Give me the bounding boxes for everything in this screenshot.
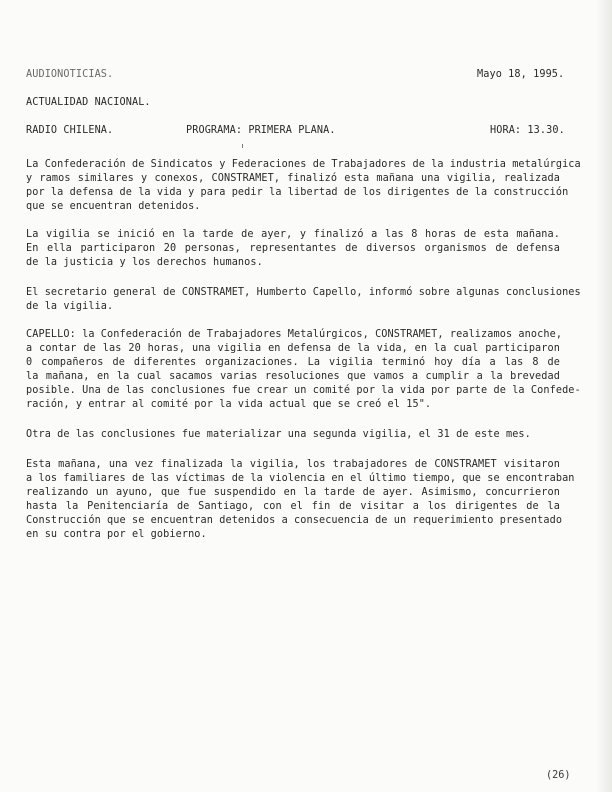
paragraph-4-line: la mañana, en la cual sacamos varias resoluciones que vamos a cumplir a la brevedad — [26, 371, 560, 382]
section-label: ACTUALIDAD NACIONAL. — [26, 97, 151, 108]
paragraph-1-line: y ramos similares y conexos, CONSTRAMET, finalizó esta mañana una vigilia, realizada — [26, 173, 560, 184]
paragraph-4-line: ración, y entrar al comité por la vida actual que se creó el 15". — [26, 399, 432, 410]
paragraph-6-line: hasta la Penitenciaría de Santiago, con el fin de visitar a los dirigentes de la — [26, 501, 560, 512]
paragraph-6-line: Esta mañana, una vez finalizada la vigilia, los trabajadores de CONSTRAMET visitaron — [26, 459, 560, 470]
paragraph-2-line: de la justicia y los derechos humanos. — [26, 257, 263, 268]
paragraph-4-line: 0 compañeros de diferentes organizaciones. La vigilia terminó hoy día a las 8 de — [26, 357, 560, 368]
source-label: AUDIONOTICIAS. — [26, 69, 114, 80]
program-label: PROGRAMA: PRIMERA PLANA. — [186, 125, 336, 136]
paragraph-6-line: realizando un ayuno, que fue suspendido en la tarde de ayer. Asimismo, concurrieron — [26, 487, 560, 498]
date-label: Mayo 18, 1995. — [477, 69, 565, 80]
station-label: RADIO CHILENA. — [26, 125, 114, 136]
paragraph-3-line: El secretario general de CONSTRAMET, Humberto Capello, informó sobre algunas conclusiones — [26, 287, 581, 298]
paragraph-6-line: a los familiares de las víctimas de la violencia en el último tiempo, que se encontraban — [26, 473, 575, 484]
paragraph-4-line: posible. Una de las conclusiones fue crear un comité por la vida por parte de la Confede- — [26, 385, 581, 396]
paragraph-3-line: de la vigilia. — [26, 301, 114, 312]
paragraph-4-line: CAPELLO: la Confederación de Trabajadores Metalúrgicos, CONSTRAMET, realizamos anoche, — [26, 329, 563, 340]
paragraph-1-line: La Confederación de Sindicatos y Federaciones de Trabajadores de la industria metalúrgica — [26, 159, 581, 170]
paragraph-2-line: En ella participaron 20 personas, representantes de diversos organismos de defensa — [26, 243, 560, 254]
paragraph-6-line: Construcción que se encuentran detenidos a consecuencia de un requerimiento presentado — [26, 515, 563, 526]
time-label: HORA: 13.30. — [490, 125, 565, 136]
paragraph-2-line: La vigilia se inició en la tarde de ayer, y finalizó a las 8 horas de esta mañana. — [26, 229, 560, 240]
paragraph-1-line: que se encuentran detenidos. — [26, 201, 201, 212]
scan-mark — [242, 144, 243, 148]
paragraph-5-line: Otra de las conclusiones fue materializar una segunda vigilia, el 31 de este mes. — [26, 429, 531, 440]
paragraph-4-line: a contar de las 20 horas, una vigilia en defensa de la vida, en la cual participaron — [26, 343, 560, 354]
paragraph-6-line: en su contra por el gobierno. — [26, 529, 207, 540]
paragraph-1-line: por la defensa de la vida y para pedir la libertad de los dirigentes de la construcción — [26, 187, 569, 198]
page-number: (26) — [546, 770, 571, 781]
